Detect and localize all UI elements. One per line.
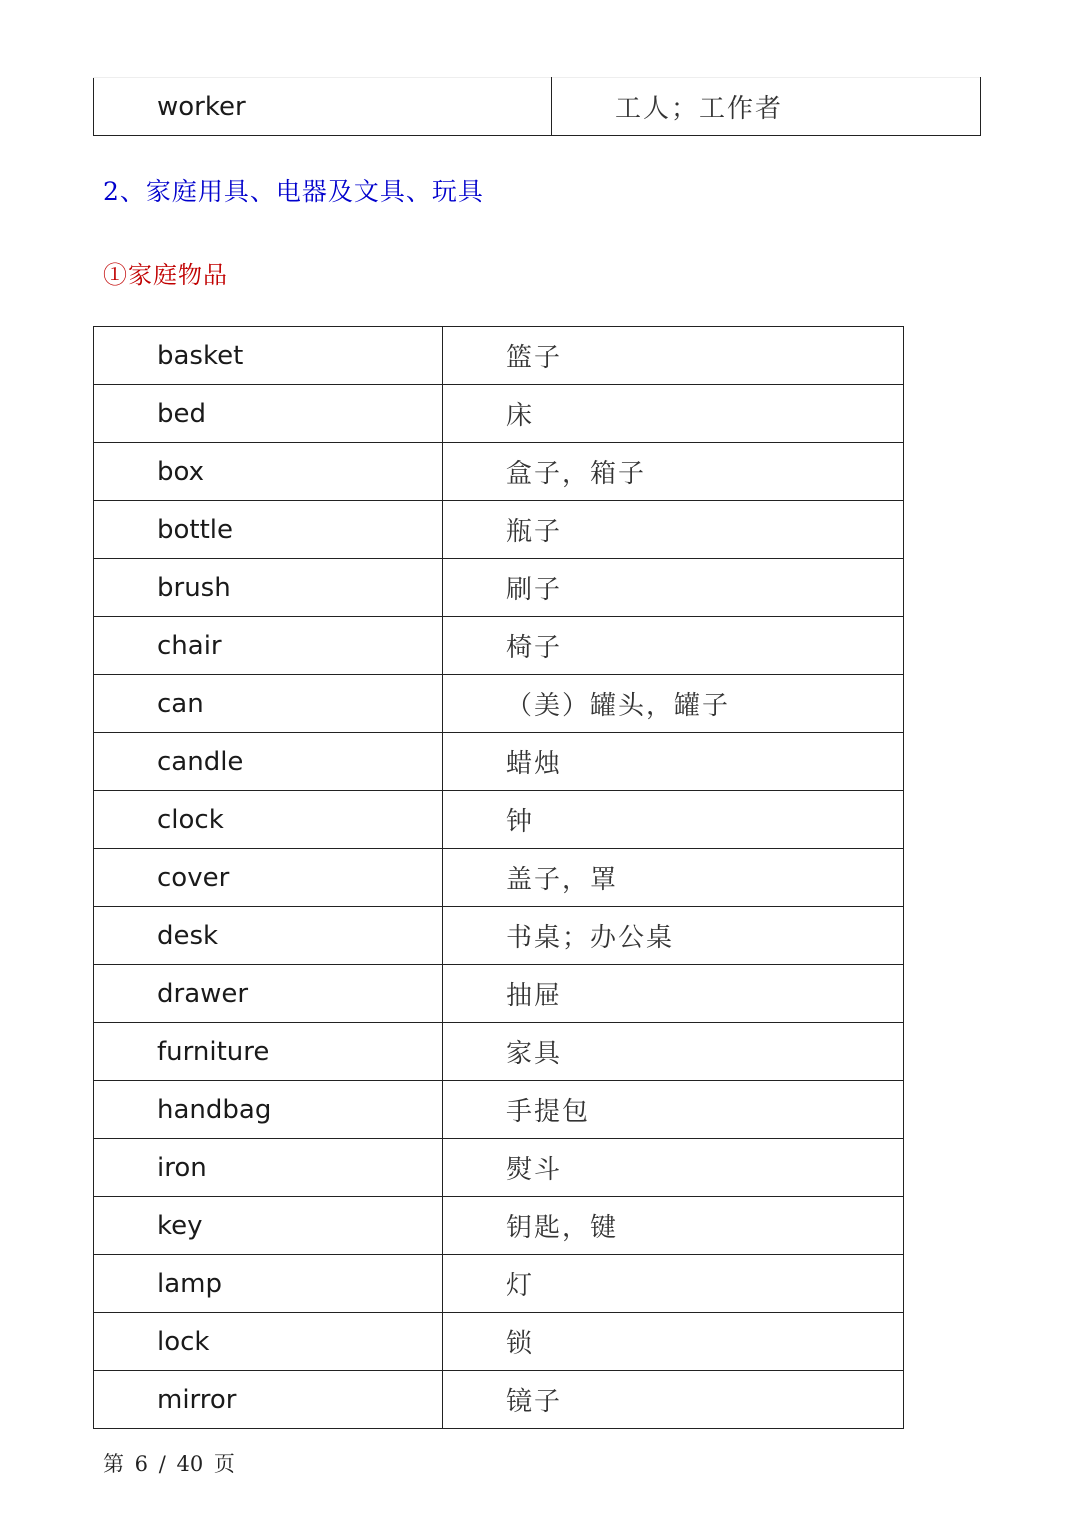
english-word: chair <box>94 617 443 675</box>
household-items-table <box>93 326 904 1429</box>
english-word: cover <box>94 849 443 907</box>
table-row <box>94 1023 904 1081</box>
english-word: box <box>94 443 443 501</box>
english-word: worker <box>94 78 552 136</box>
english-word: brush <box>94 559 443 617</box>
english-word: basket <box>94 327 443 385</box>
table-row <box>94 1197 904 1255</box>
sub-heading: ①家庭物品 <box>103 261 228 289</box>
chinese-meaning: 工人；工作者 <box>552 78 981 136</box>
chinese-meaning: 镜子 <box>443 1371 904 1429</box>
chinese-meaning: 家具 <box>443 1023 904 1081</box>
chinese-meaning: 钥匙，键 <box>443 1197 904 1255</box>
chinese-meaning: 蜡烛 <box>443 733 904 791</box>
english-word: handbag <box>94 1081 443 1139</box>
english-word: lock <box>94 1313 443 1371</box>
table-row <box>94 675 904 733</box>
table-row <box>94 1081 904 1139</box>
table-row <box>94 1313 904 1371</box>
chinese-meaning: 手提包 <box>443 1081 904 1139</box>
chinese-meaning: 盒子，箱子 <box>443 443 904 501</box>
table-row <box>94 385 904 443</box>
chinese-meaning: 灯 <box>443 1255 904 1313</box>
table-row <box>94 327 904 385</box>
page-number: 第 6 / 40 页 <box>103 1452 235 1476</box>
english-word: candle <box>94 733 443 791</box>
english-word: bottle <box>94 501 443 559</box>
table-row <box>94 1371 904 1429</box>
english-word: key <box>94 1197 443 1255</box>
table-row <box>94 733 904 791</box>
english-word: desk <box>94 907 443 965</box>
chinese-meaning: （美）罐头，罐子 <box>443 675 904 733</box>
english-word: lamp <box>94 1255 443 1313</box>
table-row <box>94 791 904 849</box>
english-word: can <box>94 675 443 733</box>
table-row <box>94 78 981 136</box>
table-row <box>94 965 904 1023</box>
english-word: iron <box>94 1139 443 1197</box>
table-row <box>94 849 904 907</box>
english-word: drawer <box>94 965 443 1023</box>
chinese-meaning: 盖子，罩 <box>443 849 904 907</box>
table-row <box>94 617 904 675</box>
chinese-meaning: 抽屉 <box>443 965 904 1023</box>
table-row <box>94 501 904 559</box>
table-row <box>94 907 904 965</box>
continued-vocab-table <box>93 77 981 136</box>
table-row <box>94 443 904 501</box>
chinese-meaning: 熨斗 <box>443 1139 904 1197</box>
chinese-meaning: 椅子 <box>443 617 904 675</box>
table-row <box>94 1255 904 1313</box>
chinese-meaning: 篮子 <box>443 327 904 385</box>
chinese-meaning: 钟 <box>443 791 904 849</box>
english-word: furniture <box>94 1023 443 1081</box>
english-word: bed <box>94 385 443 443</box>
table-row <box>94 1139 904 1197</box>
chinese-meaning: 刷子 <box>443 559 904 617</box>
chinese-meaning: 锁 <box>443 1313 904 1371</box>
english-word: clock <box>94 791 443 849</box>
chinese-meaning: 床 <box>443 385 904 443</box>
chinese-meaning: 瓶子 <box>443 501 904 559</box>
english-word: mirror <box>94 1371 443 1429</box>
section-heading: 2、家庭用具、电器及文具、玩具 <box>103 177 484 206</box>
chinese-meaning: 书桌；办公桌 <box>443 907 904 965</box>
table-row <box>94 559 904 617</box>
